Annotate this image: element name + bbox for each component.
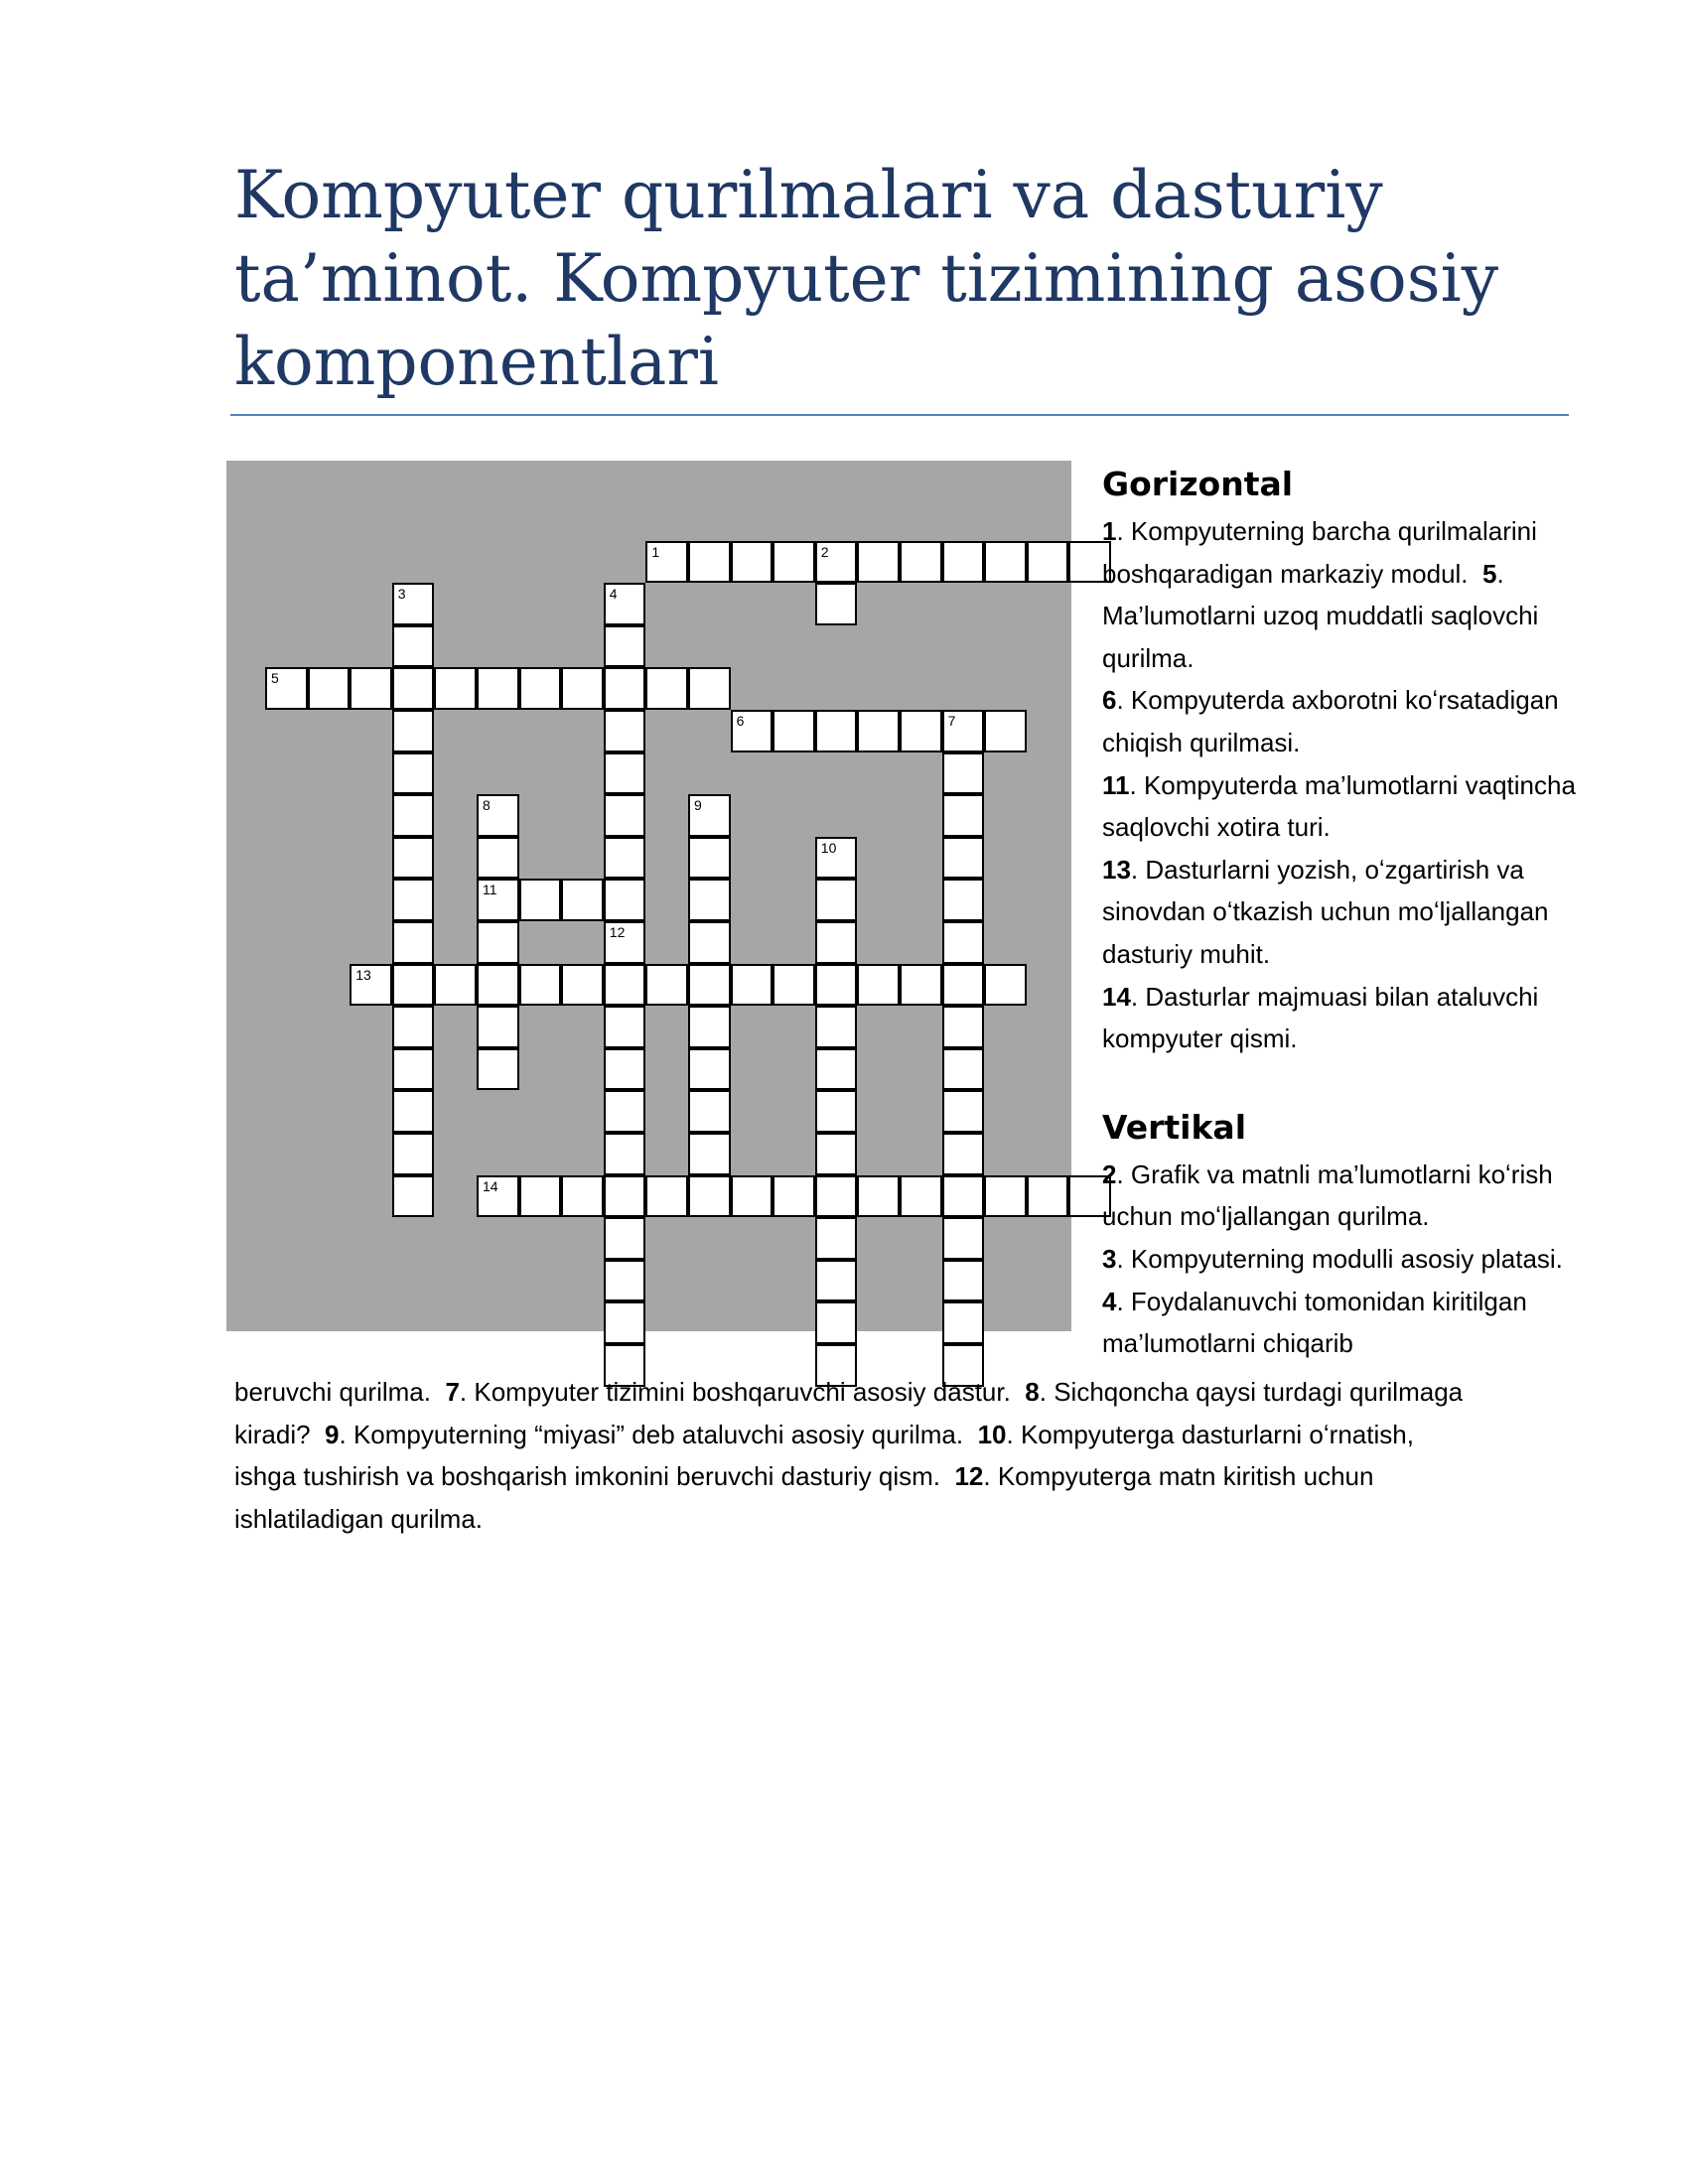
clue-text: . Kompyuterga dasturlarni oʻrnatish, [1006,1419,1414,1449]
crossword-clue-number: 9 [694,797,702,814]
crossword-clue-number: 7 [947,713,956,729]
crossword-cell[interactable] [773,541,815,584]
crossword-cell[interactable] [731,710,774,752]
crossword-cell[interactable] [815,879,858,921]
clue-number: 8 [1025,1377,1040,1407]
clue-line [234,1414,1575,1456]
clue-across-1 [1102,516,1537,589]
crossword-cell[interactable] [604,1090,646,1133]
crossword-cell[interactable] [604,1217,646,1260]
clue-text: kiradi? [234,1419,311,1449]
crossword-cell[interactable] [477,879,519,921]
crossword-cell[interactable] [604,1260,646,1302]
crossword-cell[interactable] [519,879,562,921]
crossword-cell[interactable] [519,667,562,710]
crossword-cell[interactable] [477,1175,519,1218]
crossword-cell[interactable] [731,1175,774,1218]
crossword-cell[interactable] [857,710,900,752]
crossword-cell[interactable] [900,710,942,752]
clue-text: . Kompyuter tizimini boshqaruvchi asosiy dastur. [459,1377,1011,1407]
crossword-cell[interactable] [604,667,646,710]
crossword-cell[interactable] [392,837,435,880]
clue-text: ishga tushirish va boshqarish imkonini beruvchi dasturiy qism. [234,1461,940,1492]
clue-down-3 [1102,1244,1563,1274]
clue-text: . Foydalanuvchi tomonidan kiritilgan ma’lumotlarni chiqarib [1102,1286,1527,1359]
crossword-clue-number: 12 [609,924,626,940]
clue-number: 13 [1102,854,1131,885]
crossword-clue-number: 2 [820,543,829,560]
crossword-cell[interactable] [604,1006,646,1048]
crossword-cell[interactable] [519,964,562,1007]
crossword-cell[interactable] [984,964,1027,1007]
crossword-cell[interactable] [857,964,900,1007]
crossword-cell[interactable] [688,1175,731,1218]
crossword-grid [226,461,1071,1331]
crossword-cell[interactable] [900,964,942,1007]
crossword-cell[interactable] [688,921,731,964]
crossword-clue-number: 13 [355,966,371,983]
clue-number: 4 [1102,1286,1117,1316]
crossword-cell[interactable] [900,541,942,584]
crossword-cell[interactable] [731,541,774,584]
crossword-cell[interactable] [392,752,435,795]
crossword-cell[interactable] [477,837,519,880]
crossword-cell[interactable] [815,1217,858,1260]
crossword-cell[interactable] [392,710,435,752]
crossword-clue-number: 1 [651,543,660,560]
crossword-cell[interactable] [350,667,392,710]
crossword-cell[interactable] [942,1133,985,1175]
clue-number: 7 [445,1377,460,1407]
crossword-clue-number: 3 [397,586,406,603]
crossword-cell[interactable] [942,752,985,795]
crossword-cell[interactable] [604,752,646,795]
crossword-cell[interactable] [942,1301,985,1344]
crossword-cell[interactable] [561,964,604,1007]
crossword-cell[interactable] [1027,541,1069,584]
crossword-cell[interactable] [688,1090,731,1133]
clue-across-11 [1102,770,1576,843]
crossword-cell[interactable] [392,583,435,625]
title-divider [230,414,1569,416]
crossword-cell[interactable] [604,625,646,668]
crossword-cell[interactable] [815,964,858,1007]
crossword-cell[interactable] [815,1260,858,1302]
clue-number: 5 [1482,558,1497,589]
crossword-cell[interactable] [942,541,985,584]
crossword-cell[interactable] [688,1048,731,1091]
crossword-cell[interactable] [815,1048,858,1091]
crossword-cell[interactable] [604,1175,646,1218]
clue-number: 14 [1102,981,1131,1012]
crossword-cell[interactable] [942,879,985,921]
crossword-cell[interactable] [392,1175,435,1218]
crossword-cell[interactable] [857,1175,900,1218]
crossword-cell[interactable] [942,837,985,880]
crossword-cell[interactable] [477,921,519,964]
crossword-cell[interactable] [645,1175,688,1218]
crossword-cell[interactable] [604,879,646,921]
crossword-cell[interactable] [688,1133,731,1175]
crossword-cell[interactable] [857,541,900,584]
crossword-cell[interactable] [434,667,477,710]
across-clues [1102,510,1579,1060]
crossword-cell[interactable] [773,710,815,752]
clue-text: . Sichqoncha qaysi turdagi qurilmaga [1039,1377,1464,1407]
down-clues-side [1102,1154,1579,1365]
crossword-cell[interactable] [392,879,435,921]
crossword-cell[interactable] [942,921,985,964]
clue-line [234,1371,1575,1414]
crossword-cell[interactable] [477,794,519,837]
crossword-cell[interactable] [477,667,519,710]
clue-text: . Kompyuterning barcha qurilmalarini boshqaradigan markaziy modul. [1102,516,1537,589]
crossword-cell[interactable] [815,1301,858,1344]
clue-text: . Kompyuterga matn kiritish uchun [983,1461,1374,1492]
crossword-cell[interactable] [688,879,731,921]
crossword-clue-number: 5 [271,670,279,687]
crossword-cell[interactable] [815,710,858,752]
crossword-cell[interactable] [604,794,646,837]
crossword-clue-number: 8 [483,797,491,814]
clue-text: . Dasturlar majmuasi bilan ataluvchi kompyuter qismi. [1102,981,1539,1054]
clue-number: 12 [954,1461,984,1492]
crossword-cell[interactable] [815,921,858,964]
crossword-cell[interactable] [392,964,435,1007]
clue-number: 1 [1102,516,1117,546]
clue-text: . Grafik va matnli ma’lumotlarni koʻrish uchun moʻljallangan qurilma. [1102,1159,1553,1232]
crossword-cell[interactable] [645,667,688,710]
clue-down-4-start [1102,1287,1527,1359]
crossword-cell[interactable] [942,1217,985,1260]
crossword-clue-number: 6 [736,713,745,729]
crossword-cell[interactable] [942,964,985,1007]
crossword-cell[interactable] [604,710,646,752]
crossword-clue-number: 11 [483,882,497,898]
crossword-clue-number: 14 [483,1177,498,1194]
crossword-cell[interactable] [815,541,858,584]
crossword-cell[interactable] [815,1133,858,1175]
crossword-cell[interactable] [392,794,435,837]
clue-text: . Kompyuterda axborotni koʻrsatadigan chiqish qurilmasi. [1102,685,1559,757]
crossword-cell[interactable] [645,541,688,584]
clue-number: 3 [1102,1243,1117,1274]
crossword-cell[interactable] [604,837,646,880]
crossword-cell[interactable] [942,1090,985,1133]
crossword-cell[interactable] [645,964,688,1007]
clue-line [234,1455,1575,1498]
crossword-cell[interactable] [984,1175,1027,1218]
crossword-cell[interactable] [265,667,308,710]
crossword-cell[interactable] [942,1048,985,1091]
clue-across-13 [1102,855,1549,969]
clue-text: beruvchi qurilma. [234,1377,431,1407]
crossword-cell[interactable] [392,1006,435,1048]
crossword-cell[interactable] [942,794,985,837]
crossword-cell[interactable] [815,1175,858,1218]
clue-text: . Kompyuterda ma’lumotlarni vaqtincha saqlovchi xotira turi. [1102,769,1576,843]
clue-across-6 [1102,685,1559,757]
crossword-cell[interactable] [773,964,815,1007]
crossword-cell[interactable] [477,964,519,1007]
crossword-cell[interactable] [688,964,731,1007]
crossword-cell[interactable] [604,1301,646,1344]
clues-bottom-block [234,1371,1575,1540]
horizontal-heading: Gorizontal [1102,465,1294,503]
crossword-cell[interactable] [604,583,646,625]
crossword-cell[interactable] [815,837,858,880]
page-title: Kompyuter qurilmalari va dasturiy ta’minot. Kompyuter tizimining asosiy komponentlari [234,157,1499,400]
crossword-cell[interactable] [942,1006,985,1048]
clue-number: 6 [1102,685,1117,716]
crossword-cell[interactable] [392,625,435,668]
crossword-cell[interactable] [942,1260,985,1302]
crossword-clue-number: 10 [820,839,837,856]
crossword-cell[interactable] [773,1175,815,1218]
crossword-cell[interactable] [392,921,435,964]
crossword-clue-number: 4 [609,586,618,603]
clue-text: . Ma’lumotlarni uzoq muddatli saqlovchi qurilma. [1102,558,1539,673]
clue-number: 9 [325,1419,340,1449]
crossword-cell[interactable] [604,964,646,1007]
crossword-cell[interactable] [392,1048,435,1091]
clue-text: ishlatiladigan qurilma. [234,1503,484,1534]
crossword-cell[interactable] [984,710,1027,752]
crossword-cell[interactable] [350,964,392,1007]
crossword-cell[interactable] [604,1048,646,1091]
crossword-cell[interactable] [392,1090,435,1133]
crossword-cell[interactable] [604,1133,646,1175]
crossword-cell[interactable] [731,964,774,1007]
crossword-cell[interactable] [688,794,731,837]
crossword-cell[interactable] [477,1048,519,1091]
crossword-cell[interactable] [815,1090,858,1133]
clue-text: . Kompyuterning modulli asosiy platasi. [1116,1243,1563,1274]
crossword-cell[interactable] [392,1133,435,1175]
clue-text: . Kompyuterning “miyasi” deb ataluvchi asosiy qurilma. [339,1419,964,1449]
crossword-cell[interactable] [942,1175,985,1218]
vertical-heading: Vertikal [1102,1107,1247,1147]
crossword-cell[interactable] [477,1006,519,1048]
clue-text: . Dasturlarni yozish, oʻzgartirish va sinovdan oʻtkazish uchun moʻljallangan dasturiy muhit. [1102,854,1549,969]
crossword-cell[interactable] [519,1175,562,1218]
crossword-cell[interactable] [688,1006,731,1048]
crossword-cell[interactable] [984,541,1027,584]
crossword-cell[interactable] [942,710,985,752]
crossword-cell[interactable] [900,1175,942,1218]
crossword-cell[interactable] [815,583,858,625]
clue-number: 10 [977,1419,1007,1449]
crossword-cell[interactable] [688,541,731,584]
crossword-cell[interactable] [392,667,435,710]
clue-down-2 [1102,1160,1553,1232]
crossword-cell[interactable] [688,837,731,880]
crossword-cell[interactable] [688,667,731,710]
clues-side-column [1102,459,1579,1365]
crossword-cell[interactable] [561,667,604,710]
crossword-cell[interactable] [561,879,604,921]
clue-number: 11 [1102,769,1130,800]
crossword-cell[interactable] [308,667,351,710]
crossword-cell[interactable] [1027,1175,1069,1218]
crossword-cell[interactable] [561,1175,604,1218]
crossword-cell[interactable] [815,1006,858,1048]
clue-line [234,1498,1575,1541]
clue-across-14 [1102,982,1538,1054]
clue-number: 2 [1102,1159,1117,1189]
crossword-cell[interactable] [604,921,646,964]
crossword-cell[interactable] [434,964,477,1007]
